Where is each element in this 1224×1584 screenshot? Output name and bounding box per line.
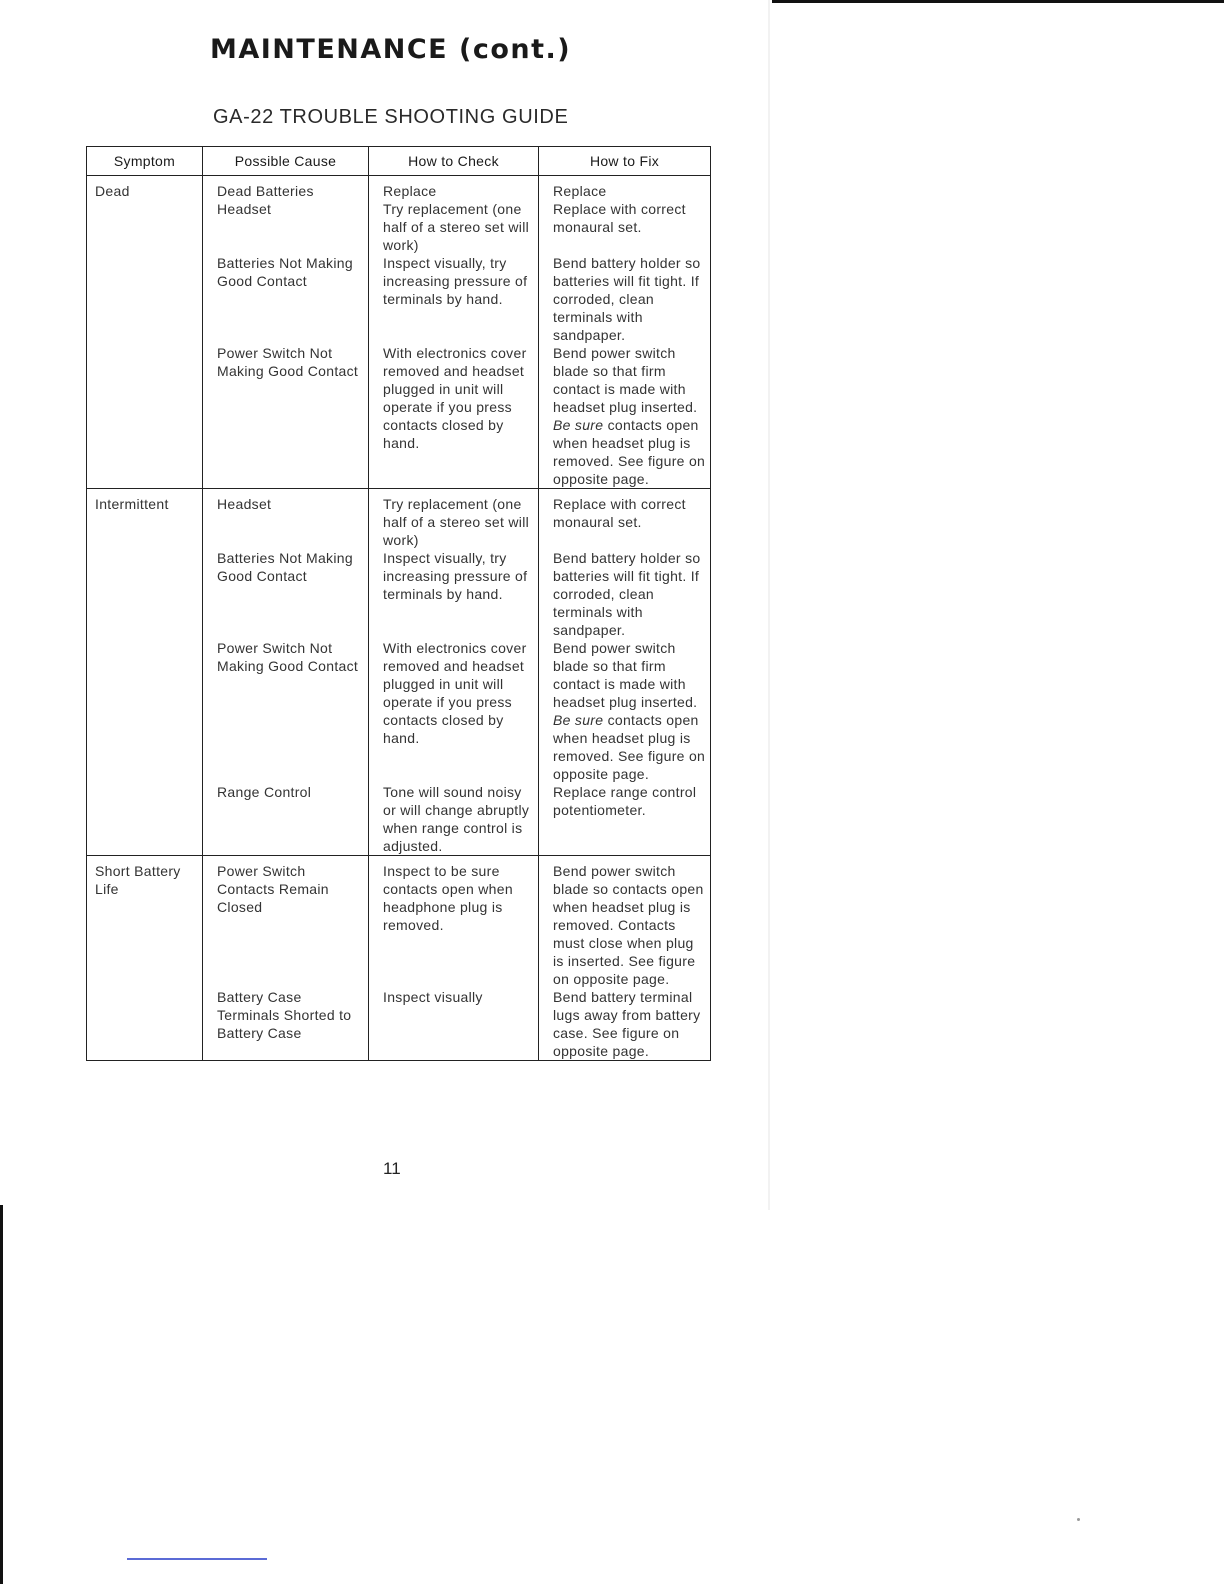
check-cell: Tone will sound noisy or will change abruptly when range control is adjusted. — [369, 783, 539, 856]
cause-cell: Batteries Not Making Good Contact — [203, 549, 369, 639]
table-row — [87, 489, 711, 550]
cause-cell: Battery Case Terminals Shorted to Battery Case — [203, 988, 369, 1061]
scan-left-edge — [0, 1205, 3, 1584]
table-header-row — [87, 147, 711, 176]
table-row — [87, 856, 711, 989]
column-header-cause: Possible Cause — [203, 147, 369, 176]
cause-cell: Power Switch Contacts Remain Closed — [203, 856, 369, 989]
cause-cell: Headset — [203, 489, 369, 550]
fix-text-pre: Bend power switch blade so that firm contact is made with headset plug inserted. — [553, 345, 698, 415]
fix-text-post: contacts open when headset plug is removed. See figure on opposite page. — [553, 417, 706, 487]
fix-cell: Bend battery terminal lugs away from battery case. See figure on opposite page. — [539, 988, 711, 1061]
troubleshooting-table — [86, 146, 711, 1061]
check-cell: Inspect visually, try increasing pressure of terminals by hand. — [369, 254, 539, 344]
cause-cell: Headset — [203, 200, 369, 254]
check-cell: With electronics cover removed and headset plugged in unit will operate if you press contacts closed by hand. — [369, 344, 539, 489]
page-number: 11 — [383, 1159, 401, 1178]
check-cell: Inspect visually, try increasing pressure of terminals by hand. — [369, 549, 539, 639]
fix-cell: Replace with correct monaural set. — [539, 489, 711, 550]
check-cell: Inspect visually — [369, 988, 539, 1061]
check-cell: Inspect to be sure contacts open when headphone plug is removed. — [369, 856, 539, 989]
fix-text-pre: Bend power switch blade so that firm contact is made with headset plug inserted. — [553, 640, 698, 710]
table-row — [87, 176, 711, 201]
scan-edge-line — [772, 0, 1224, 3]
page-title: MAINTENANCE (cont.) — [210, 34, 572, 65]
cause-cell: Dead Batteries — [203, 176, 369, 201]
check-cell: Replace — [369, 176, 539, 201]
check-cell: With electronics cover removed and headset plugged in unit will operate if you press contacts closed by hand. — [369, 639, 539, 783]
stray-rule — [127, 1558, 267, 1560]
fix-text-post: contacts open when headset plug is removed. See figure on opposite page. — [553, 712, 706, 782]
check-cell: Try replacement (one half of a stereo set will work) — [369, 489, 539, 550]
fix-cell — [539, 344, 711, 489]
column-header-check: How to Check — [369, 147, 539, 176]
scan-speck — [1077, 1518, 1080, 1521]
fix-text-emphasis: Be sure — [553, 417, 604, 433]
fix-cell: Replace with correct monaural set. — [539, 200, 711, 254]
cause-cell: Power Switch Not Making Good Contact — [203, 639, 369, 783]
fix-text-emphasis: Be sure — [553, 712, 604, 728]
symptom-cell: Short Battery Life — [87, 856, 203, 1061]
fix-cell: Bend battery holder so batteries will fit tight. If corroded, clean terminals with sandpaper. — [539, 254, 711, 344]
cause-cell: Range Control — [203, 783, 369, 856]
fix-cell: Replace range control potentiometer. — [539, 783, 711, 856]
column-header-fix: How to Fix — [539, 147, 711, 176]
column-header-symptom: Symptom — [87, 147, 203, 176]
cause-cell: Batteries Not Making Good Contact — [203, 254, 369, 344]
fix-cell: Bend battery holder so batteries will fit tight. If corroded, clean terminals with sandpaper. — [539, 549, 711, 639]
fix-cell: Bend power switch blade so contacts open when headset plug is removed. Contacts must close when plug is inserted. See figure on opposite page. — [539, 856, 711, 989]
fix-cell: Replace — [539, 176, 711, 201]
check-cell: Try replacement (one half of a stereo set will work) — [369, 200, 539, 254]
symptom-cell: Dead — [87, 176, 203, 489]
symptom-cell: Intermittent — [87, 489, 203, 856]
cause-cell: Power Switch Not Making Good Contact — [203, 344, 369, 489]
page-fold — [768, 0, 770, 1210]
fix-cell — [539, 639, 711, 783]
guide-title: GA-22 TROUBLE SHOOTING GUIDE — [213, 106, 569, 128]
